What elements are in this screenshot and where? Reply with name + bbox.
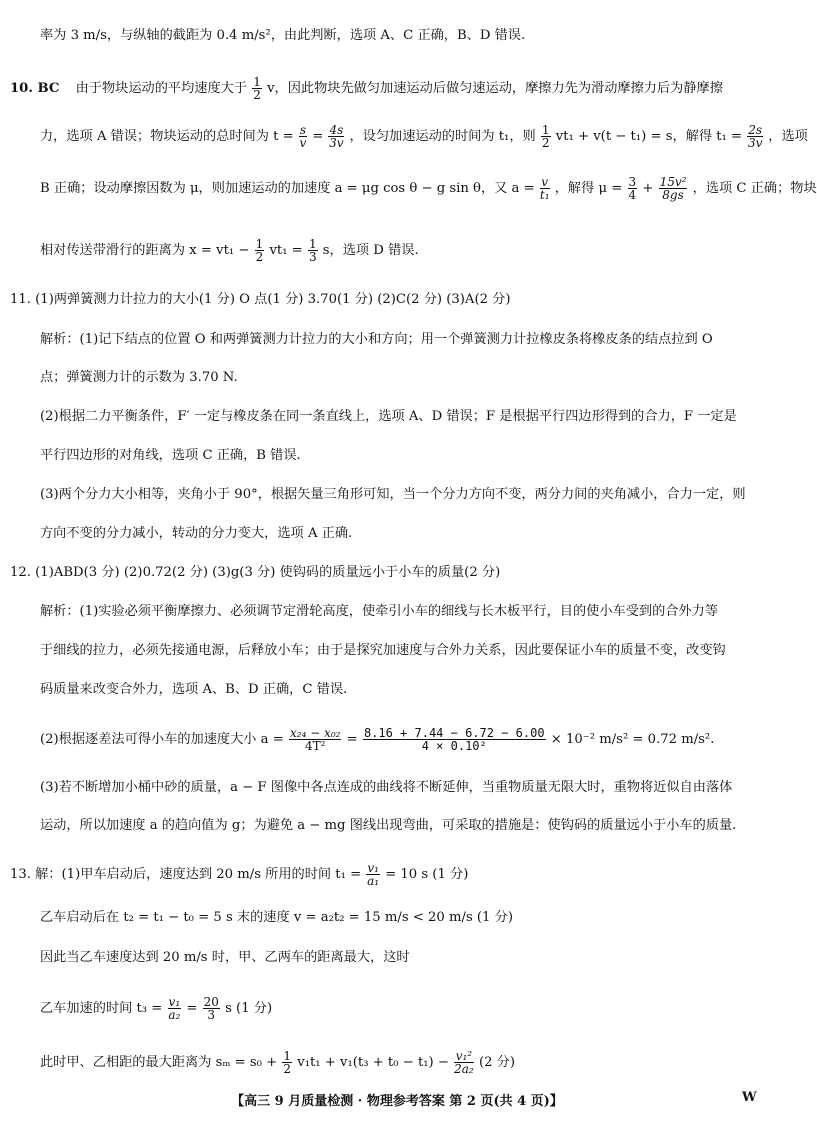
question-number: 10. BC (10, 81, 60, 96)
fraction: $\frac{v}{\text{t₁}}$ (539, 175, 550, 202)
fraction: $\frac{1}{3}$ (308, 237, 317, 264)
fraction: $\frac{8.16 + 7.44 - 6.72 - 6.00}{\text{4 × 0.10²}}$ (363, 726, 545, 753)
fraction: $\frac{3}{4}$ (628, 175, 637, 202)
text-line: 解析：(1)记下结点的位置 O 和两弹簧测力计拉力的大小和方向；用一个弹簧测力计拉橡皮条将橡皮条的结点拉到 O (40, 332, 713, 347)
fraction: $\frac{\text{x₂₄ − x₀₂}}{\text{4T²}}$ (290, 726, 341, 753)
q13-line-1: 13. 解：(1)甲车启动后，速度达到 20 m/s 所用的时间 t₁ = $\frac{\text{v₁}}{\text{a₁}}$ = 10 s (1 分) (10, 861, 469, 888)
q13-line-4: 乙车加速的时间 t₃ = $\frac{\text{v₁}}{\text{a₂}}$ = $\frac{20}{3}$ s (1 分) (40, 995, 273, 1022)
text-line: (3)若不断增加小桶中砂的质量，a − F 图像中各点连成的曲线将不断延伸，当重物质量无限大时，重物将近似自由落体 (40, 780, 733, 795)
text-line: 平行四边形的对角线，选项 C 正确，B 错误. (40, 448, 301, 463)
q10-line-3: B 正确；设动摩擦因数为 μ，则加速运动的加速度 a = μg cos θ − g sin θ，又 a = $\frac{v}{\text{t₁}}$ ，解得 μ = $\frac{3}{4}$ + $\frac{\text{15v²}}{8gs}$ ，选项 C 正确；物块 (40, 175, 817, 202)
q12-answer: 12. (1)ABD(3 分) (2)0.72(2 分) (3)g(3 分) 使钩码的质量远小于小车的质量(2 分) (10, 565, 501, 580)
text-line: 率为 3 m/s，与纵轴的截距为 0.4 m/s²，由此判断，选项 A、C 正确，B、D 错误. (40, 28, 526, 43)
text-line: 方向不变的分力减小，转动的分力变大，选项 A 正确. (40, 526, 353, 541)
q12-formula-line: (2)根据逐差法可得小车的加速度大小 a = $\frac{\text{x₂₄ − x₀₂}}{\text{4T²}}$ = $\frac{8.16 + 7.44 - 6.72 - 6.00}{\text{4 × 0.10²}}$ × 10⁻² m/s² = 0.72 m/s². (40, 726, 715, 753)
text-line: (3)两个分力大小相等，夹角小于 90°，根据矢量三角形可知，当一个分力方向不变，两分力间的夹角减小，合力一定，则 (40, 487, 746, 502)
text-line: 点；弹簧测力计的示数为 3.70 N. (40, 370, 238, 385)
fraction: $\frac{1}{2}$ (255, 237, 264, 264)
fraction: $\frac{\text{v₁}}{\text{a₂}}$ (168, 995, 181, 1022)
fraction: $\frac{s}{v}$ (299, 123, 307, 150)
fraction: $\frac{\text{v₁²}}{\text{2a₂}}$ (454, 1049, 474, 1076)
text-line: 乙车启动后在 t₂ = t₁ − t₀ = 5 s 末的速度 v = a₂t₂ = 15 m/s < 20 m/s (1 分) (40, 910, 513, 925)
text-line: 码质量来改变合外力，选项 A、B、D 正确，C 错误. (40, 682, 348, 697)
fraction: $\frac{1}{2}$ (283, 1049, 292, 1076)
fraction: $\frac{\text{v₁}}{\text{a₁}}$ (367, 861, 380, 888)
q10-line-2: 力，选项 A 错误；物块运动的总时间为 t = $\frac{s}{v}$ = $\frac{4s}{3v}$ ，设匀加速运动的时间为 t₁，则 $\frac{1}{2}$ vt₁ + v(t − t₁) = s，解得 t₁ = $\frac{2s}{3v}$ ，选项 (40, 123, 808, 150)
fraction: $\frac{20}{3}$ (203, 995, 219, 1022)
footer-mark: W (742, 1090, 757, 1105)
q10-line-4: 相对传送带滑行的距离为 x = vt₁ − $\frac{1}{2}$ vt₁ = $\frac{1}{3}$ s，选项 D 错误. (40, 237, 419, 264)
text-line: 于细线的拉力，必须先接通电源，后释放小车；由于是探究加速度与合外力关系，因此要保证小车的质量不变，改变钩 (40, 643, 726, 658)
fraction: $\frac{1}{2}$ (253, 75, 261, 102)
fraction: $\frac{1}{2}$ (541, 123, 550, 150)
text-line: 解析：(1)实验必须平衡摩擦力、必须调节定滑轮高度，使牵引小车的细线与长木板平行，目的使小车受到的合外力等 (40, 604, 719, 619)
page-footer: 【高三 9 月质量检测 · 物理参考答案 第 2 页(共 4 页)】 (231, 1094, 563, 1109)
q13-line-5: 此时甲、乙相距的最大距离为 sₘ = s₀ + $\frac{1}{2}$ v₁t₁ + v₁(t₃ + t₀ − t₁) − $\frac{\text{v₁²}}{\text{2a₂}}$ (2 分) (40, 1049, 515, 1076)
q10-line-1: 10. BC 由于物块运动的平均速度大于 $\frac{1}{2}$ v，因此物块先做匀加速运动后做匀速运动，摩擦力先为滑动摩擦力后为静摩擦 (10, 75, 723, 102)
q11-answer: 11. (1)两弹簧测力计拉力的大小(1 分) O 点(1 分) 3.70(1 分) (2)C(2 分) (3)A(2 分) (10, 292, 511, 307)
text-line: 因此当乙车速度达到 20 m/s 时，甲、乙两车的距离最大，这时 (40, 950, 410, 965)
text-line: 运动，所以加速度 a 的趋向值为 g；为避免 a − mg 图线出现弯曲，可采取的措施是：使钩码的质量远小于小车的质量. (40, 818, 737, 833)
text-line: (2)根据二力平衡条件，F′ 一定与橡皮条在同一条直线上，选项 A、D 错误；F 是根据平行四边形得到的合力，F 一定是 (40, 409, 737, 424)
fraction: $\frac{2s}{3v}$ (747, 123, 763, 150)
fraction: $\frac{\text{15v²}}{8gs}$ (659, 175, 687, 202)
fraction: $\frac{4s}{3v}$ (329, 123, 344, 150)
